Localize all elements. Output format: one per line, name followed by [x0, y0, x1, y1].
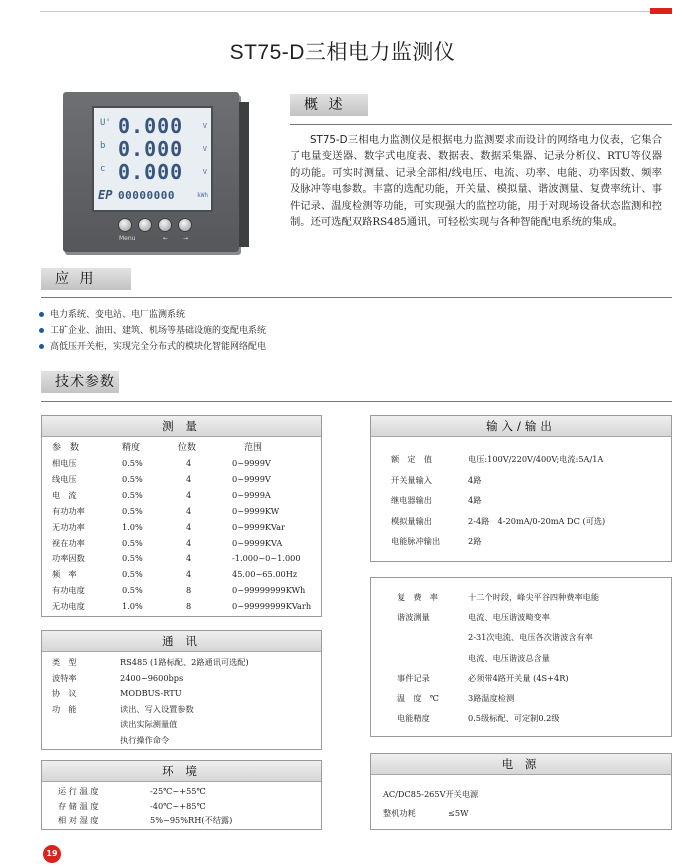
communication-heading: 通 讯: [42, 631, 321, 652]
lcd-row: [98, 162, 207, 184]
table-cell: 读出实际测量值: [120, 719, 178, 730]
lcd-row-unit: V: [202, 145, 207, 153]
table-cell: 线电压: [52, 473, 77, 484]
table-cell: 频 率: [52, 569, 77, 580]
table-cell: 4: [186, 505, 192, 516]
table-cell: 1.0%: [122, 601, 143, 612]
table-cell: 有功电度: [52, 585, 85, 596]
table-cell: 0.5%: [122, 569, 143, 580]
top-rule: [40, 8, 672, 14]
table-cell: 4: [186, 537, 192, 548]
table-cell: 0~9999KW: [232, 505, 280, 516]
table-cell: 功率因数: [52, 553, 85, 564]
table-cell: 类 型: [52, 657, 77, 667]
lcd-row-label: b: [100, 141, 106, 151]
table-cell: 电流、电压谐波畸变率: [468, 612, 550, 623]
page-number: 19: [43, 845, 61, 863]
table-cell: -1.000~0~1.000: [232, 553, 301, 564]
table-cell: 0.5%: [122, 585, 143, 596]
lcd-row-label: U': [100, 118, 111, 128]
table-cell: 1.0%: [122, 521, 143, 532]
table-cell: 读出、写入设置参数: [120, 703, 194, 714]
measurement-heading: 测 量: [42, 416, 321, 437]
table-cell: 波特率: [52, 672, 77, 683]
device-button-icon: [138, 218, 152, 232]
table-cell: 2400~9600bps: [120, 672, 184, 683]
section-divider: [290, 124, 672, 125]
table-cell: 3路温度检测: [468, 693, 515, 703]
io-heading: 输入/输出: [371, 416, 671, 437]
table-cell: 运 行 温 度: [58, 786, 99, 796]
table-cell: 温 度 ℃: [397, 693, 439, 703]
table-cell: 0.5级标配、可定制0.2级: [468, 713, 560, 724]
device-button-icon: [118, 218, 132, 232]
overview-lead: ST75-D三相电力监测仪: [310, 134, 422, 146]
table-cell: -25℃~+55℃: [150, 786, 206, 796]
table-cell: 电能脉冲输出: [391, 536, 441, 546]
table-cell: 0.5%: [122, 537, 143, 548]
table-cell: 4: [186, 521, 192, 532]
lcd-row-unit: V: [202, 168, 207, 176]
device-buttons: [118, 218, 198, 234]
table-cell: 无功电度: [52, 601, 85, 612]
top-rule-accent: [650, 8, 672, 14]
table-cell: 电压:100V/220V/400V;电流:5A/1A: [468, 454, 604, 464]
table-cell: 0~9999KVA: [232, 537, 283, 548]
measurement-column-header: 范围: [244, 443, 263, 453]
overview-body: 是根据电力监测要求而设计的网络电力仪表，它集合了电量变送器、数字式电度表、数据表、数据采集器、记录分析仪、RTU等仪器的功能。可实时测量、记录全部相/线电压、电流、功率、电能、功率因数、频率及脉冲等电参数。丰富的选配功能，开关量、模拟量、谐波测量、复费率统计、事件记录、温度检测等功能，可实现强大的监控功能，用于对现场设备状态监测和控制。还可选配双路RS485通讯，可轻松实现与各种智能配电系统的集成。: [290, 134, 662, 229]
table-cell: 模拟量输出: [391, 515, 432, 526]
table-cell: MODBUS-RTU: [120, 688, 182, 699]
list-item: 工矿企业、油田、建筑、机场等基础设施的变配电系统: [38, 323, 266, 339]
table-cell: RS485 (1路标配、2路通讯可选配): [120, 657, 249, 667]
table-cell: 0~99999999KWh: [232, 585, 306, 596]
section-tab-application: 应 用: [41, 268, 131, 290]
lcd-energy-label: EP: [98, 188, 113, 202]
table-cell: 执行操作命令: [120, 735, 170, 745]
table-cell: 相电压: [52, 458, 77, 468]
table-cell: 0~9999KVar: [232, 521, 285, 532]
lcd-row-value: 0.000: [118, 114, 184, 138]
table-cell: 4: [186, 458, 192, 468]
lcd-energy-unit: kWh: [197, 192, 208, 199]
device-button-icon: [158, 218, 172, 232]
device-image: [63, 92, 239, 252]
table-cell: 45.00~65.00Hz: [232, 569, 298, 580]
table-cell: 协 议: [52, 688, 77, 699]
table-cell: 0~99999999KVarh: [232, 601, 312, 612]
page-title: ST75-D三相电力监测仪: [229, 41, 456, 64]
device-button-label: →: [183, 235, 189, 242]
device-button-label: Menu: [119, 235, 136, 242]
table-cell: 电流、电压谐波总含量: [468, 652, 550, 663]
lcd-row-unit: V: [202, 122, 207, 130]
table-cell: 8: [186, 601, 192, 612]
table-cell: 8: [186, 585, 192, 596]
table-cell: 0~9999V: [232, 473, 271, 484]
table-cell: 4: [186, 473, 192, 484]
table-cell: 2路: [468, 536, 482, 546]
table-cell: 4路: [468, 495, 482, 505]
table-cell: -40℃~+85℃: [150, 800, 206, 811]
lcd-row-value: 0.000: [118, 137, 184, 161]
power-heading: 电 源: [371, 754, 671, 775]
device-lcd: [92, 106, 213, 212]
table-cell: 电 流: [52, 489, 77, 500]
table-cell: 有功功率: [52, 505, 85, 516]
measurement-column-header: 位数: [178, 443, 197, 453]
device-button-label: ←: [163, 235, 169, 242]
table-cell: 存 储 温 度: [58, 800, 99, 811]
section-tab-tech: 技术参数: [41, 371, 119, 393]
lcd-energy-value: 00000000: [118, 189, 175, 202]
section-tab-overview: 概 述: [290, 94, 368, 116]
table-cell: 无功功率: [52, 521, 85, 532]
table-cell: 4: [186, 489, 192, 500]
table-cell: 2-31次电流、电压各次谐波含有率: [468, 632, 593, 643]
table-cell: 功 能: [52, 703, 77, 714]
table-cell: 0~9999V: [232, 458, 271, 468]
table-cell: 继电器输出: [391, 495, 432, 505]
lcd-row-label: c: [100, 164, 106, 174]
table-cell: 0.5%: [122, 473, 143, 484]
power-consumption-label: 整机功耗: [383, 808, 416, 818]
section-divider: [41, 401, 672, 402]
table-cell: 复 费 率: [397, 592, 438, 602]
table-cell: 2-4路 4-20mA/0-20mA DC (可选): [468, 515, 606, 526]
table-cell: 必须带4路开关量 (4S+4R): [468, 672, 569, 683]
table-cell: 0.5%: [122, 553, 143, 564]
table-cell: 开关量输入: [391, 474, 432, 485]
table-cell: 十二个时段，峰尖平谷四种费率电能: [468, 592, 600, 602]
table-cell: 0~9999A: [232, 489, 271, 500]
device-side: [239, 102, 249, 247]
table-cell: 谐波测量: [397, 612, 430, 623]
table-cell: 4: [186, 553, 192, 564]
environment-heading: 环 境: [42, 761, 321, 782]
table-cell: 4: [186, 569, 192, 580]
table-cell: 0.5%: [122, 489, 143, 500]
lcd-row-value: 0.000: [118, 160, 184, 184]
application-list: [38, 307, 266, 355]
table-cell: 4路: [468, 474, 482, 485]
section-divider: [41, 297, 672, 298]
lcd-row: [98, 116, 207, 138]
lcd-row: [98, 139, 207, 161]
device-button-icon: [178, 218, 192, 232]
measurement-column-header: 参 数: [52, 443, 80, 453]
table-cell: 0.5%: [122, 458, 143, 468]
table-cell: 电能精度: [397, 713, 430, 724]
overview-text: [290, 132, 662, 230]
list-item: 电力系统、变电站、电厂监测系统: [38, 307, 266, 323]
table-cell: 事件记录: [397, 672, 430, 683]
table-cell: 5%~95%RH(不结露): [150, 815, 233, 825]
table-cell: 相 对 湿 度: [58, 815, 99, 825]
power-line: AC/DC85-265V开关电源: [383, 789, 479, 799]
list-item: 高低压开关柜，实现完全分布式的模块化智能网络配电: [38, 339, 266, 355]
power-consumption-value: ≤5W: [448, 808, 469, 818]
table-cell: 额 定 值: [391, 454, 432, 464]
measurement-column-header: 精度: [122, 443, 141, 453]
table-cell: 0.5%: [122, 505, 143, 516]
table-cell: 视在功率: [52, 537, 85, 548]
top-rule-line: [40, 11, 650, 12]
